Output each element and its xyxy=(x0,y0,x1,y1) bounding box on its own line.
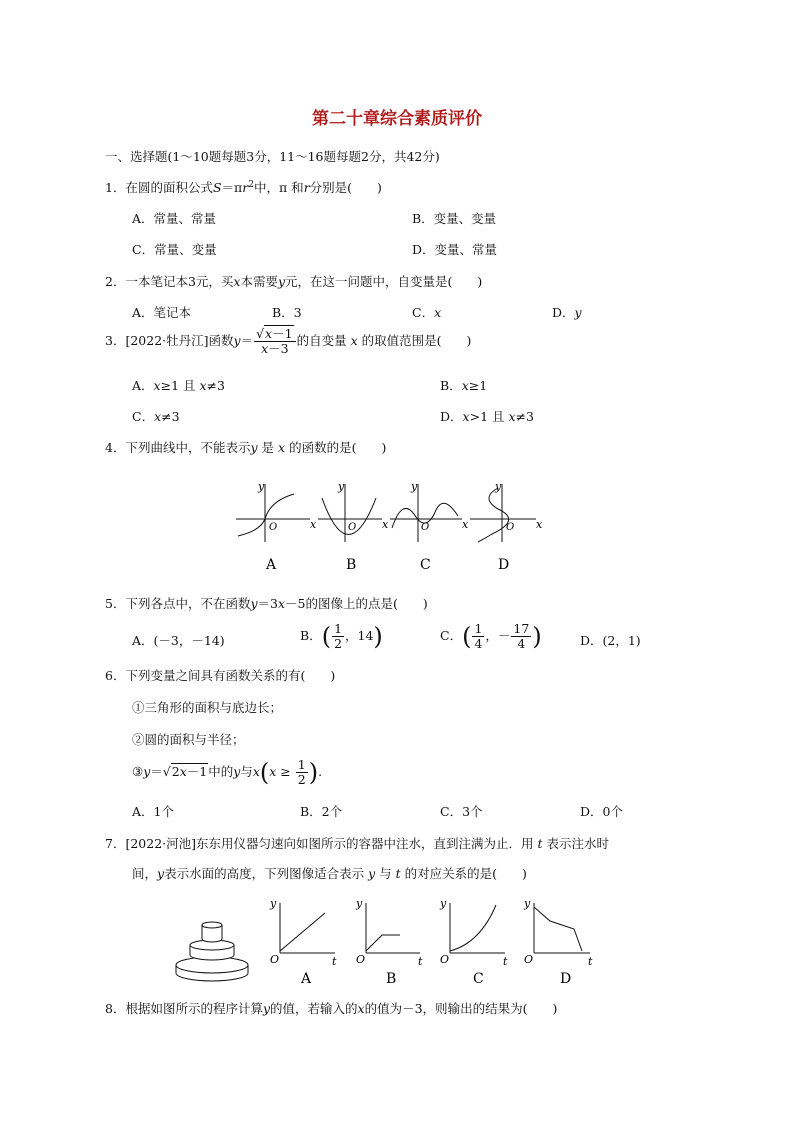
question-5: 5．下列各点中，不在函数y＝3x－5的图像上的点是( ) xyxy=(105,596,428,611)
svg-text:O: O xyxy=(348,522,357,533)
svg-text:t: t xyxy=(332,955,337,968)
q7-label-d: D xyxy=(560,971,572,987)
svg-text:y: y xyxy=(258,480,265,493)
q3-option-b: B．x≥1 xyxy=(440,378,488,393)
question-7: 7．[2022·河池]东东用仪器匀速向如图所示的容器中注水，直到注满为止．用 t 表示注水时 xyxy=(105,836,610,851)
svg-text:O: O xyxy=(524,953,534,966)
q7-label-b: B xyxy=(386,971,397,987)
q1-stem: 1．在圆的面积公式 xyxy=(105,180,213,195)
q5-option-c: C．( $\frac{1}{4}$ ，－ $\frac{17}{4}$ ) xyxy=(440,621,542,651)
q7-figures xyxy=(170,895,610,990)
svg-text:t: t xyxy=(418,955,423,968)
svg-text:y: y xyxy=(495,480,502,493)
svg-text:y: y xyxy=(356,897,363,910)
q7-container-figure xyxy=(176,922,248,981)
svg-text:O: O xyxy=(356,953,366,966)
q1-option-a: A．常量、常量 xyxy=(132,211,217,226)
svg-text:O: O xyxy=(506,522,515,533)
svg-text:t: t xyxy=(588,955,593,968)
q1-option-c: C．常量、变量 xyxy=(132,242,217,257)
q2-option-c: C．x xyxy=(412,305,442,320)
svg-text:y: y xyxy=(440,897,447,910)
q7-graph-b xyxy=(366,903,420,953)
q7-graph-c xyxy=(450,903,505,953)
question-4: 4．下列曲线中，不能表示y 是 x 的函数的是( ) xyxy=(105,440,387,455)
question-8: 8．根据如图所示的程序计算y的值，若输入的x的值为－3，则输出的结果为( ) xyxy=(105,1001,558,1016)
q7-graph-d xyxy=(534,903,590,953)
svg-text:x: x xyxy=(310,518,317,531)
q4-graph-a xyxy=(236,484,310,542)
q6-item-1: ①三角形的面积与底边长； xyxy=(132,700,283,715)
svg-text:O: O xyxy=(440,953,450,966)
svg-text:y: y xyxy=(270,897,277,910)
page-title: 第二十章综合素质评价 xyxy=(312,109,482,129)
svg-text:y: y xyxy=(338,480,345,493)
svg-text:x: x xyxy=(462,518,469,531)
q5-option-d: D．(2，1) xyxy=(580,633,641,648)
q3-option-d: D．x>1 且 x≠3 xyxy=(440,409,534,424)
q4-graph-d xyxy=(470,484,536,542)
q4-curve-figures xyxy=(230,476,550,581)
q2-option-a: A．笔记本 xyxy=(132,305,192,320)
q6-option-a: A．1个 xyxy=(132,804,174,819)
question-6: 6．下列变量之间具有函数关系的有( ) xyxy=(105,668,336,683)
question-3: 3．[2022·牡丹江]函数y＝ $\frac{√x-1}{x-3}$ 的自变量 x 的取值范围是( ) xyxy=(105,326,472,356)
question-7-line-2: 间，y表示水面的高度，下列图像适合表示 y 与 t 的对应关系的是( ) xyxy=(132,866,527,881)
q6-item-2: ②圆的面积与半径； xyxy=(132,732,245,747)
q6-option-c: C．3个 xyxy=(440,804,483,819)
svg-text:y: y xyxy=(524,897,531,910)
svg-text:x: x xyxy=(536,518,543,531)
q2-option-b: B．3 xyxy=(272,305,302,320)
question-2: 2．一本笔记本3元，买x本需要y元，在这一问题中，自变量是( ) xyxy=(105,274,483,289)
svg-text:t: t xyxy=(503,955,508,968)
q4-graph-b xyxy=(318,484,382,542)
q3-option-c: C．x≠3 xyxy=(132,409,180,424)
q6-item-3: ③y＝√2x－1中的y与x(x ≥ $\frac{1}{2}$ ). xyxy=(132,757,323,787)
q4-label-a: A xyxy=(266,557,277,573)
q7-label-c: C xyxy=(473,971,484,987)
svg-text:x: x xyxy=(382,518,389,531)
q1-option-b: B．变量、变量 xyxy=(412,211,497,226)
q4-label-b: B xyxy=(346,557,357,573)
svg-text:O: O xyxy=(270,953,280,966)
q7-label-a: A xyxy=(301,971,312,987)
question-1: 1．在圆的面积公式$S=\pi r^2$中，π 和r分别是( ) xyxy=(105,179,382,195)
q1-option-d: D．变量、常量 xyxy=(412,242,498,257)
q3-option-a: A．x≥1 且 x≠3 xyxy=(132,378,225,393)
q5-option-b: B．( $\frac{1}{2}$ ，14) xyxy=(300,621,383,651)
q6-option-b: B．2个 xyxy=(300,804,343,819)
q6-option-d: D．0个 xyxy=(580,804,623,819)
q7-graph-a xyxy=(280,903,335,953)
q3-fraction: $\frac{√x-1}{x-3}$ xyxy=(254,327,295,356)
svg-text:O: O xyxy=(421,522,430,533)
svg-text:y: y xyxy=(411,480,418,493)
q4-label-c: C xyxy=(420,557,431,573)
q4-graph-c xyxy=(390,484,462,542)
q4-label-d: D xyxy=(498,557,510,573)
q5-option-a: A．(－3，－14) xyxy=(132,633,225,648)
q2-option-d: D．y xyxy=(552,305,582,320)
svg-text:O: O xyxy=(269,522,278,533)
section-heading: 一、选择题(1～10题每题3分，11～16题每题2分，共42分) xyxy=(105,149,440,164)
